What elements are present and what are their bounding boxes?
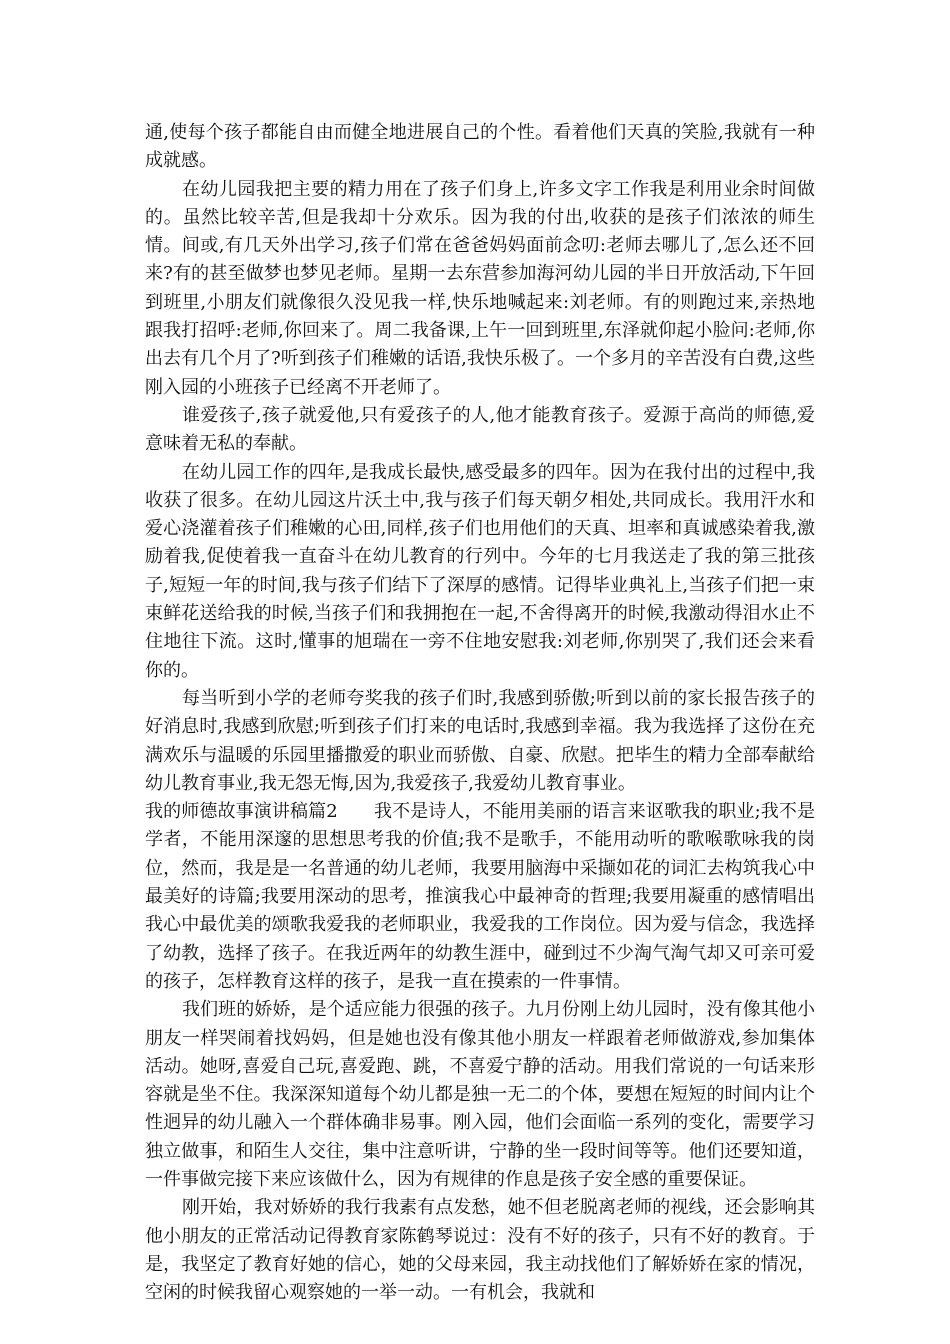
paragraph-2: 在幼儿园我把主要的精力用在了孩子们身上,许多文字工作我是利用业余时间做的。虽然比较辛苦,但是我却十分欢乐。因为我的付出,收获的是孩子们浓浓的师生情。间或,有几天外出学习,孩子们常在爸爸妈妈面前念叨:老师去哪儿了,怎么还不回来?有的甚至做梦也梦见老师。星期一去东营参加海河幼儿园的半日开放活动,下午回到班里,小朋友们就像很久没见我一样,快乐地喊起来:刘老师。有的则跑过来,亲热地跟我打招呼:老师,你回来了。周二我备课,上午一回到班里,东泽就仰起小脸问:老师,你出去有几个月了?听到孩子们稚嫩的话语,我快乐极了。一个多月的辛苦没有白费,这些刚入园的小班孩子已经离不开老师了。	[145, 178, 815, 398]
paragraph-7: 我们班的娇娇，是个适应能力很强的孩子。九月份刚上幼儿园时，没有像其他小朋友一样哭闹着找妈妈，但是她也没有像其他小朋友一样跟着老师做游戏,参加集体活动。她呀,喜爱自己玩,喜爱跑、跳，不喜爱宁静的活动。用我们常说的一句话来形容就是坐不住。我深深知道每个幼儿都是独一无二的个体，要想在短短的时间内让个性迥异的幼儿融入一个群体确非易事。刚入园，他们会面临一系列的变化，需要学习独立做事，和陌生人交往，集中注意听讲，宁静的坐一段时间等等。他们还要知道，一件事做完接下来应该做什么，因为有规律的作息是孩子安全感的重要保证。	[145, 999, 815, 1190]
paragraph-1: 通,使每个孩子都能自由而健全地进展自己的个性。看着他们天真的笑脸,我就有一种成就感。	[145, 122, 815, 172]
paragraph-6: 我的师德故事演讲稿篇2 我不是诗人，不能用美丽的语言来讴歌我的职业;我不是学者，不能用深邃的思想思考我的价值;我不是歌手，不能用动听的歌喉歌咏我的岗位，然而，我是是一名普通的幼儿老师，我要用脑海中采撷如花的词汇去构筑我心中最美好的诗篇;我要用深动的思考，推演我心中最神奇的哲理;我要用凝重的感情唱出我心中最优美的颂歌我爱我的老师职业，我爱我的工作岗位。因为爱与信念，我选择了幼教，选择了孩子。在我近两年的幼教生涯中，碰到过不少淘气淘气却又可亲可爱的孩子，怎样教育这样的孩子，是我一直在摸索的一件事情。	[145, 801, 815, 992]
paragraph-8: 刚开始，我对娇娇的我行我素有点发愁，她不但老脱离老师的视线，还会影响其他小朋友的正常活动记得教育家陈鹤琴说过：没有不好的孩子，只有不好的教育。于是，我坚定了教育好她的信心，她的父母来园，我主动找他们了解娇娇在家的情况，空闲的时候我留心观察她的一举一动。一有机会，我就和	[145, 1197, 815, 1304]
document-body	[145, 119, 815, 1307]
paragraph-5: 每当听到小学的老师夸奖我的孩子们时,我感到骄傲;听到以前的家长报告孩子的好消息时,我感到欣慰;听到孩子们打来的电话时,我感到幸福。我为我选择了这份在充满欢乐与温暖的乐园里播撒爱的职业而骄傲、自豪、欣慰。把毕生的精力全部奉献给幼儿教育事业,我无怨无悔,因为,我爱孩子,我爱幼儿教育事业。	[145, 687, 815, 794]
paragraph-3: 谁爱孩子,孩子就爱他,只有爱孩子的人,他才能教育孩子。爱源于高尚的师德,爱意味着无私的奉献。	[145, 404, 815, 455]
paragraph-4: 在幼儿园工作的四年,是我成长最快,感受最多的四年。因为在我付出的过程中,我收获了很多。在幼儿园这片沃土中,我与孩子们每天朝夕相处,共同成长。我用汗水和爱心浇灌着孩子们稚嫩的心田,同样,孩子们也用他们的天真、坦率和真诚感染着我,激励着我,促使着我一直奋斗在幼儿教育的行列中。今年的七月我送走了我的第三批孩子,短短一年的时间,我与孩子们结下了深厚的感情。记得毕业典礼上,当孩子们把一束束鲜花送给我的时候,当孩子们和我拥抱在一起,不舍得离开的时候,我激动得泪水止不住地往下流。这时,懂事的旭瑞在一旁不住地安慰我:刘老师,你别哭了,我们还会来看你的。	[145, 461, 815, 681]
